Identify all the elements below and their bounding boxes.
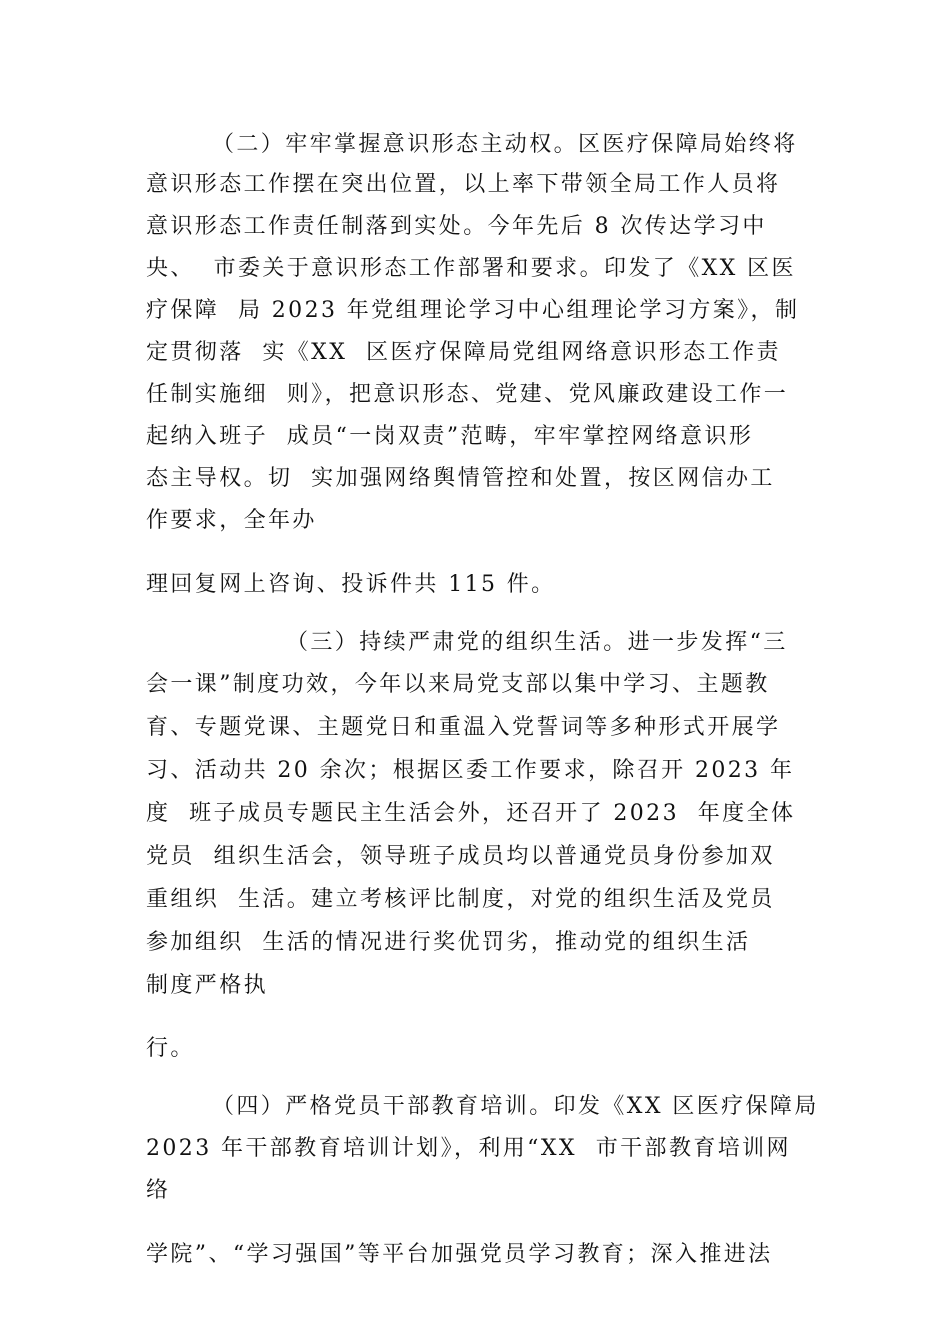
text-line: 定贯彻落 实《XX 区医疗保障局党组网络意识形态工作责 (146, 340, 781, 365)
text-line: 度 班子成员专题民主生活会外，还召开了 2023 年度全体 (146, 801, 796, 826)
text-line: 络 (146, 1178, 171, 1203)
text-line: 起纳入班子 成员“一岗双责”范畴，牢牢掌控网络意识形 (146, 424, 754, 449)
text-line: 育、专题党课、主题党日和重温入党誓词等多种形式开展学 (146, 715, 781, 740)
text-line: （四）严格党员干部教育培训。印发《XX 区医疗保障局 (212, 1094, 819, 1119)
text-line: 理回复网上咨询、投诉件共 115 件。 (146, 572, 556, 597)
text-line: 态主导权。切 实加强网络舆情管控和处置，按区网信办工 (146, 466, 775, 491)
text-line: 党员 组织生活会，领导班子成员均以普通党员身份参加双 (146, 844, 775, 869)
text-line: 央、 市委关于意识形态工作部署和要求。印发了《XX 区医 (146, 256, 796, 281)
text-line: （二）牢牢掌握意识形态主动权。区医疗保障局始终将 (212, 132, 798, 157)
text-line: 制度严格执 (146, 973, 269, 998)
text-line: （三）持续严肃党的组织生活。进一步发挥“三 (286, 630, 788, 655)
text-line: 行。 (146, 1036, 195, 1061)
text-line: 疗保障 局 2023 年党组理论学习中心组理论学习方案》，制 (146, 298, 800, 323)
text-line: 参加组织 生活的情况进行奖优罚劣，推动党的组织生活 (146, 930, 751, 955)
text-line: 意识形态工作责任制落到实处。今年先后 8 次传达学习中 (146, 214, 767, 239)
text-line: 习、活动共 20 余次；根据区委工作要求，除召开 2023 年 (146, 758, 795, 783)
text-line: 任制实施细 则》，把意识形态、党建、党风廉政建设工作一 (146, 382, 789, 407)
text-line: 会一课”制度功效，今年以来局党支部以集中学习、主题教 (146, 672, 770, 697)
text-line: 重组织 生活。建立考核评比制度，对党的组织生活及党员 (146, 887, 775, 912)
text-line: 学院”、“学习强国”等平台加强党员学习教育；深入推进法 (146, 1242, 773, 1267)
text-line: 作要求，全年办 (146, 508, 317, 533)
text-line: 意识形态工作摆在突出位置，以上率下带领全局工作人员将 (146, 172, 781, 197)
text-line: 2023 年干部教育培训计划》，利用“XX 市干部教育培训网 (146, 1136, 791, 1161)
